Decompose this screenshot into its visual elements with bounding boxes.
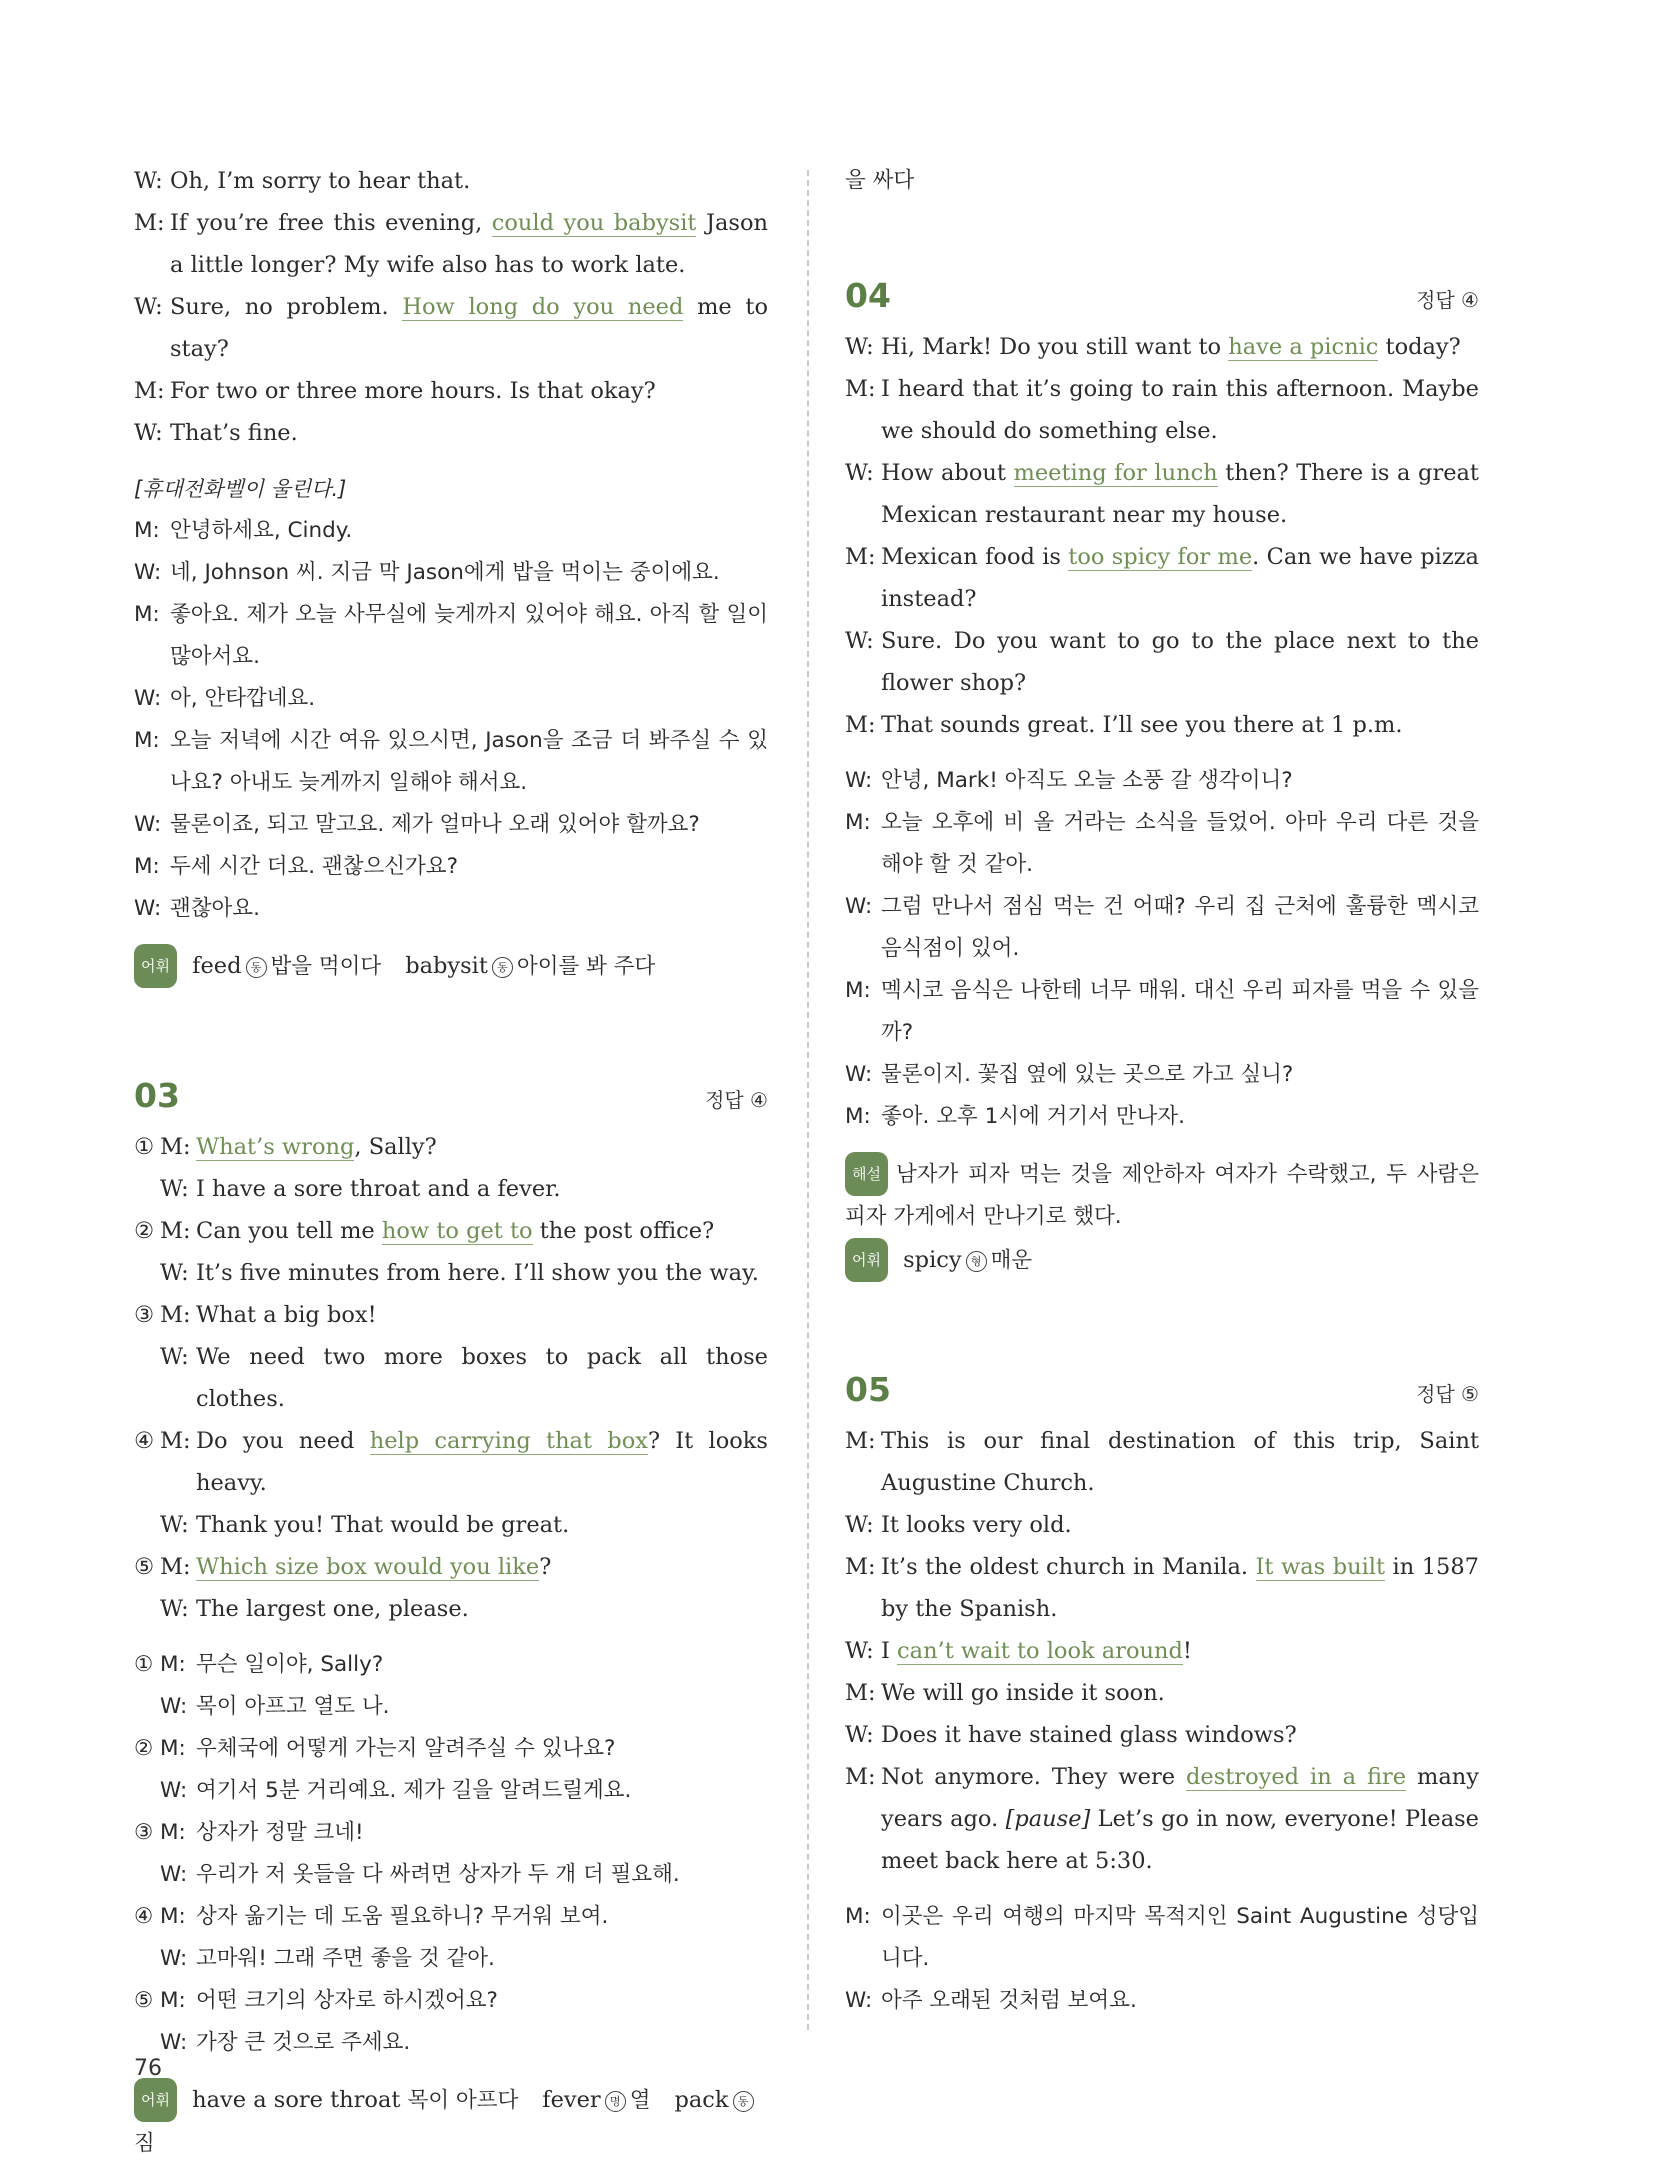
highlighted-phrase: have a picnic — [1228, 334, 1379, 360]
dialogue-line — [134, 1980, 768, 2022]
speaker-label: M: — [845, 1904, 871, 1929]
dialogue-text: 네, Johnson 씨. 지금 막 Jason에게 밥을 먹이는 중이에요. — [170, 560, 720, 585]
vocab-word: pack — [674, 2087, 729, 2113]
speaker-label: W: — [160, 1512, 189, 1538]
dialogue-text: 좋아요. 제가 오늘 사무실에 늦게까지 있어야 해요. 아직 할 일이 많아서요. — [170, 602, 768, 669]
dialogue-line — [134, 1938, 768, 1980]
section-03-vocabulary — [134, 2078, 768, 2165]
dialogue-text: 괜찮아요. — [170, 896, 260, 921]
speaker-label: W: — [134, 420, 163, 446]
speaker-label: W: — [845, 1988, 873, 2013]
highlighted-phrase: It was built — [1255, 1554, 1386, 1580]
dialogue-text: I — [881, 1638, 898, 1664]
speaker-label: M: — [160, 1302, 191, 1328]
speaker-label: W: — [160, 1176, 189, 1202]
dialogue-line — [134, 804, 768, 846]
dialogue-text: Let’s go in now, everyone! Please meet back here at 5:30. — [881, 1806, 1479, 1874]
vocab-item — [903, 1247, 1032, 1273]
vocab-word: spicy — [903, 1247, 962, 1273]
dialogue-text: 상자가 정말 크네! — [196, 1820, 364, 1845]
dialogue-line — [134, 720, 768, 804]
section-04-vocabulary — [845, 1238, 1479, 1282]
vocab-meaning: 밥을 먹이다 — [270, 954, 382, 979]
dialogue-text: 고마워! 그래 주면 좋을 것 같아. — [196, 1946, 495, 1971]
dialogue-text: . Can we have pizza instead? — [881, 544, 1479, 612]
speaker-label: W: — [845, 1512, 874, 1538]
dialogue-line — [134, 1812, 768, 1854]
dialogue-text: I heard that it’s going to rain this afternoon. Maybe we should do something else. — [881, 376, 1479, 444]
speaker-label: M: — [845, 1764, 876, 1790]
dialogue-text: Can you tell me — [196, 1218, 382, 1244]
explanation-note — [845, 1152, 1479, 1238]
dialogue-text: Jason a little longer? My wife also has to work late. — [170, 210, 769, 278]
dialogue-line — [134, 1336, 768, 1420]
speaker-label: W: — [160, 2030, 188, 2055]
dialogue-text: 우체국에 어떻게 가는지 알려주실 수 있나요? — [196, 1736, 616, 1761]
dialogue-text: 아, 안타깝네요. — [170, 686, 316, 711]
speaker-label: W: — [160, 1778, 188, 1803]
speaker-label: W: — [160, 1694, 188, 1719]
column-divider — [807, 170, 809, 2030]
speaker-label: W: — [134, 294, 163, 320]
dialogue-line — [134, 1728, 768, 1770]
dialogue-line — [134, 594, 768, 678]
dialogue-line — [134, 846, 768, 888]
section-04-header — [845, 274, 1479, 326]
item-number: ④ — [134, 1904, 154, 1929]
dialogue-text: What a big box! — [196, 1302, 377, 1328]
dialogue-text: , Sally? — [354, 1134, 437, 1160]
highlighted-phrase: destroyed in a fire — [1186, 1764, 1407, 1790]
dialogue-line — [845, 1980, 1479, 2022]
answer-label: 정답 ⑤ — [1416, 1382, 1479, 1406]
part-of-speech-mark: 명 — [605, 2091, 626, 2112]
vocab-meaning: 매운 — [990, 1248, 1033, 1273]
dialogue-line — [845, 1420, 1479, 1504]
part-of-speech-mark: 동 — [733, 2091, 754, 2112]
item-number: ④ — [134, 1428, 155, 1454]
dialogue-text: This is our final destination of this trip, Saint Augustine Church. — [881, 1428, 1479, 1496]
dialogue-text: That’s fine. — [170, 420, 298, 446]
dialogue-line — [845, 368, 1479, 452]
item-number: ① — [134, 1652, 154, 1677]
dialogue-line — [845, 886, 1479, 970]
speaker-label: M: — [134, 728, 160, 753]
section-number: 03 — [134, 1076, 180, 1115]
dialogue-text: 가장 큰 것으로 주세요. — [196, 2030, 411, 2055]
speaker-label: M: — [134, 210, 165, 236]
dialogue-text: If you’re free this evening, — [170, 210, 492, 236]
dialogue-line — [845, 1630, 1479, 1672]
dialogue-line — [134, 1770, 768, 1812]
dialogue-line — [845, 1756, 1479, 1882]
vocab-badge: 어휘 — [845, 1238, 888, 1282]
section-05-english-dialogue — [845, 1420, 1479, 1882]
highlighted-phrase: can’t wait to look around — [897, 1638, 1183, 1664]
dialogue-text: ? It looks heavy. — [196, 1428, 768, 1496]
dialogue-text: 무슨 일이야, Sally? — [196, 1652, 384, 1677]
dialogue-text: 이곳은 우리 여행의 마지막 목적지인 Saint Augustine 성당입니다. — [881, 1904, 1479, 1971]
speaker-label: M: — [160, 1554, 191, 1580]
vocab-item — [192, 953, 381, 979]
speaker-label: M: — [845, 712, 876, 738]
dialogue-text: 멕시코 음식은 나한테 너무 매워. 대신 우리 피자를 먹을 수 있을까? — [881, 978, 1479, 1045]
dialogue-line — [134, 510, 768, 552]
dialogue-line — [845, 970, 1479, 1054]
dialogue-text: That sounds great. I’ll see you there at 1 p.m. — [881, 712, 1403, 738]
dialogue-text: 물론이죠, 되고 말고요. 제가 얼마나 오래 있어야 할까요? — [170, 812, 700, 837]
answer-label: 정답 ④ — [705, 1088, 768, 1112]
dialogue-line — [845, 620, 1479, 704]
highlighted-phrase: How long do you need — [402, 294, 684, 320]
speaker-label: M: — [845, 1680, 876, 1706]
dialogue-text: many years ago. — [881, 1764, 1480, 1832]
dialogue-line — [845, 1546, 1479, 1630]
dialogue-line — [134, 678, 768, 720]
dialogue-line — [845, 1096, 1479, 1138]
dialogue-text: ? — [539, 1554, 552, 1580]
dialogue-line — [845, 326, 1479, 368]
speaker-label: M: — [845, 978, 871, 1003]
vocab-word: feed — [192, 953, 242, 979]
speaker-label: M: — [160, 1736, 186, 1761]
right-column — [845, 160, 1479, 2022]
speaker-label: W: — [160, 1596, 189, 1622]
item-number: ⑤ — [134, 1988, 154, 2013]
dialogue-line — [845, 1504, 1479, 1546]
dialogue-line — [134, 1896, 768, 1938]
dialogue-text: Sure. Do you want to go to the place next to the flower shop? — [881, 628, 1479, 696]
dialogue-text: The largest one, please. — [196, 1596, 469, 1622]
continued-fragment: 을 싸다 — [845, 168, 915, 193]
speaker-label: M: — [845, 1428, 876, 1454]
section-03-korean-dialogue — [134, 1644, 768, 2064]
speaker-label: M: — [845, 1554, 876, 1580]
speaker-label: M: — [845, 544, 876, 570]
speaker-label: M: — [134, 854, 160, 879]
highlighted-phrase: Which size box would you like — [196, 1554, 540, 1580]
dialogue-text: We will go inside it soon. — [881, 1680, 1165, 1706]
speaker-label: W: — [134, 896, 162, 921]
dialogue-text: Does it have stained glass windows? — [881, 1722, 1297, 1748]
dialogue-text: the post office? — [532, 1218, 715, 1244]
vocab-meaning: 목이 아프다 — [407, 2088, 519, 2113]
speaker-label: M: — [134, 602, 160, 627]
vocab-word: babysit — [405, 953, 488, 979]
dialogue-line — [134, 1854, 768, 1896]
explanation-badge: 해설 — [845, 1152, 888, 1196]
dialogue-line — [134, 1294, 768, 1336]
speaker-label: M: — [160, 1904, 186, 1929]
item-number: ⑤ — [134, 1554, 155, 1580]
dialogue-line — [134, 1126, 768, 1168]
dialogue-text: 안녕하세요, Cindy. — [170, 518, 353, 543]
dialogue-line — [134, 412, 768, 454]
dialogue-text: 어떤 크기의 상자로 하시겠어요? — [196, 1988, 498, 2013]
speaker-label: W: — [845, 334, 874, 360]
dialogue-text: Mexican food is — [881, 544, 1069, 570]
answer-label: 정답 ④ — [1416, 288, 1479, 312]
dialogue-line — [134, 1420, 768, 1504]
highlighted-phrase: too spicy for me — [1068, 544, 1253, 570]
dialogue-line — [845, 1896, 1479, 1980]
dialogue-text: [pause] — [1005, 1806, 1091, 1832]
speaker-label: W: — [160, 1862, 188, 1887]
dialogue-line — [134, 1588, 768, 1630]
speaker-label: M: — [134, 378, 165, 404]
dialogue-text: 상자 옮기는 데 도움 필요하니? 무거워 보여. — [196, 1904, 609, 1929]
dialogue-text: 물론이지. 꽃집 옆에 있는 곳으로 가고 싶니? — [881, 1062, 1294, 1087]
dialogue-line — [845, 1672, 1479, 1714]
dialogue-text: For two or three more hours. Is that okay? — [170, 378, 656, 404]
dialogue-text: then? There is a great Mexican restaurant near my house. — [881, 460, 1479, 528]
dialogue-text: It looks very old. — [881, 1512, 1072, 1538]
dialogue-text: ! — [1182, 1638, 1192, 1664]
vocab-meaning: 열 — [629, 2088, 651, 2113]
dialogue-text: Thank you! That would be great. — [196, 1512, 570, 1538]
dialogue-text: 우리가 저 옷들을 다 싸려면 상자가 두 개 더 필요해. — [196, 1862, 680, 1887]
vocab-meaning: 짐 — [134, 2131, 155, 2156]
highlighted-phrase: What’s wrong — [196, 1134, 355, 1160]
dialogue-line — [845, 704, 1479, 746]
vocab-word: have a sore throat — [192, 2087, 401, 2113]
dialogue-line — [845, 536, 1479, 620]
vocab-badge: 어휘 — [134, 2078, 177, 2122]
dialogue-line — [134, 1644, 768, 1686]
speaker-label: M: — [160, 1652, 186, 1677]
dialogue-line — [845, 760, 1479, 802]
dialogue-text: We need two more boxes to pack all those clothes. — [196, 1344, 768, 1412]
dialogue-text: It’s the oldest church in Manila. — [881, 1554, 1256, 1580]
dialogue-text: 좋아. 오후 1시에 거기서 만나자. — [881, 1104, 1185, 1129]
highlighted-phrase: help carrying that box — [369, 1428, 648, 1454]
dialogue-line — [134, 202, 768, 286]
speaker-label: W: — [160, 1946, 188, 1971]
section-02-english-dialogue — [134, 160, 768, 454]
speaker-label: M: — [160, 1428, 191, 1454]
dialogue-text: today? — [1378, 334, 1461, 360]
dialogue-text: I have a sore throat and a fever. — [196, 1176, 561, 1202]
speaker-label: W: — [845, 1062, 873, 1087]
item-number: ① — [134, 1134, 155, 1160]
dialogue-text: How about — [881, 460, 1014, 486]
speaker-label: W: — [845, 1722, 874, 1748]
item-number: ③ — [134, 1302, 155, 1328]
speaker-label: W: — [160, 1344, 189, 1370]
dialogue-line — [134, 552, 768, 594]
dialogue-text: It’s five minutes from here. I’ll show you the way. — [196, 1260, 759, 1286]
speaker-label: W: — [845, 894, 873, 919]
section-04-korean-dialogue — [845, 760, 1479, 1138]
dialogue-line — [134, 1210, 768, 1252]
dialogue-line — [845, 1054, 1479, 1096]
dialogue-text: 그럼 만나서 점심 먹는 건 어때? 우리 집 근처에 훌륭한 멕시코 음식점이 있어. — [881, 894, 1479, 961]
speaker-label: M: — [845, 376, 876, 402]
highlighted-phrase: could you babysit — [491, 210, 697, 236]
section-05-header — [845, 1368, 1479, 1420]
dialogue-text: 아주 오래된 것처럼 보여요. — [881, 1988, 1137, 2013]
speaker-label: W: — [845, 1638, 874, 1664]
speaker-label: M: — [845, 810, 871, 835]
dialogue-text: 여기서 5분 거리예요. 제가 길을 알려드릴게요. — [196, 1778, 632, 1803]
dialogue-text: 안녕, Mark! 아직도 오늘 소풍 갈 생각이니? — [881, 768, 1293, 793]
dialogue-line — [134, 1504, 768, 1546]
speaker-label: W: — [134, 686, 162, 711]
dialogue-line — [845, 1714, 1479, 1756]
explanation-text: 남자가 피자 먹는 것을 제안하자 여자가 수락했고, 두 사람은 피자 가게에서 만나기로 했다. — [845, 1162, 1479, 1229]
vocab-item — [405, 953, 655, 979]
item-number: ② — [134, 1736, 154, 1761]
dialogue-text: Sure, no problem. — [170, 294, 403, 320]
vocab-item — [542, 2087, 650, 2113]
dialogue-text: in 1587 by the Spanish. — [881, 1554, 1479, 1622]
vocab-meaning: 아이를 봐 주다 — [516, 954, 656, 979]
dialogue-text: 목이 아프고 열도 나. — [196, 1694, 390, 1719]
vocab-word: fever — [542, 2087, 601, 2113]
dialogue-line — [134, 370, 768, 412]
section-05-korean-dialogue — [845, 1896, 1479, 2022]
vocab-badge: 어휘 — [134, 944, 177, 988]
section-02-vocabulary — [134, 944, 768, 988]
speaker-label: W: — [160, 1260, 189, 1286]
speaker-label: M: — [160, 1988, 186, 2013]
section-04-english-dialogue — [845, 326, 1479, 746]
dialogue-text: 오늘 오후에 비 올 거라는 소식을 들었어. 아마 우리 다른 것을 해야 할 것 같아. — [881, 810, 1479, 877]
section-number: 04 — [845, 276, 891, 315]
left-column — [134, 160, 768, 2165]
item-number: ③ — [134, 1820, 154, 1845]
dialogue-line — [134, 1546, 768, 1588]
dialogue-line — [845, 452, 1479, 536]
dialogue-line — [134, 1252, 768, 1294]
dialogue-line — [134, 286, 768, 370]
speaker-label: W: — [134, 812, 162, 837]
dialogue-text: Oh, I’m sorry to hear that. — [170, 168, 471, 194]
speaker-label: W: — [845, 768, 873, 793]
dialogue-text: Hi, Mark! Do you still want to — [881, 334, 1229, 360]
part-of-speech-mark: 동 — [246, 957, 267, 978]
speaker-label: W: — [134, 560, 162, 585]
dialogue-line — [134, 2022, 768, 2064]
speaker-label: M: — [845, 1104, 871, 1129]
dialogue-line — [134, 160, 768, 202]
part-of-speech-mark: 형 — [966, 1251, 987, 1272]
item-number: ② — [134, 1218, 155, 1244]
highlighted-phrase: how to get to — [381, 1218, 533, 1244]
section-02-korean-dialogue — [134, 510, 768, 930]
dialogue-text: 두세 시간 더요. 괜찮으신가요? — [170, 854, 458, 879]
speaker-label: W: — [134, 168, 163, 194]
section-number: 05 — [845, 1370, 891, 1409]
dialogue-line — [134, 1686, 768, 1728]
stage-direction: [휴대전화벨이 울린다.] — [134, 477, 347, 501]
dialogue-text: me to stay? — [170, 294, 769, 362]
speaker-label: M: — [160, 1820, 186, 1845]
dialogue-text: 오늘 저녁에 시간 여유 있으시면, Jason을 조금 더 봐주실 수 있나요? 아내도 늦게까지 일해야 해서요. — [170, 728, 768, 795]
speaker-label: M: — [160, 1218, 191, 1244]
speaker-label: W: — [845, 628, 874, 654]
highlighted-phrase: meeting for lunch — [1013, 460, 1218, 486]
dialogue-text: Not anymore. They were — [881, 1764, 1186, 1790]
dialogue-text: Do you need — [196, 1428, 370, 1454]
dialogue-line — [134, 888, 768, 930]
dialogue-line — [134, 1168, 768, 1210]
vocab-item — [192, 2087, 518, 2113]
speaker-label: M: — [134, 518, 160, 543]
part-of-speech-mark: 동 — [492, 957, 513, 978]
page-number: 76 — [134, 2056, 162, 2081]
dialogue-line — [845, 802, 1479, 886]
section-03-english-dialogue — [134, 1126, 768, 1630]
section-03-header — [134, 1074, 768, 1126]
speaker-label: W: — [845, 460, 874, 486]
speaker-label: M: — [160, 1134, 191, 1160]
